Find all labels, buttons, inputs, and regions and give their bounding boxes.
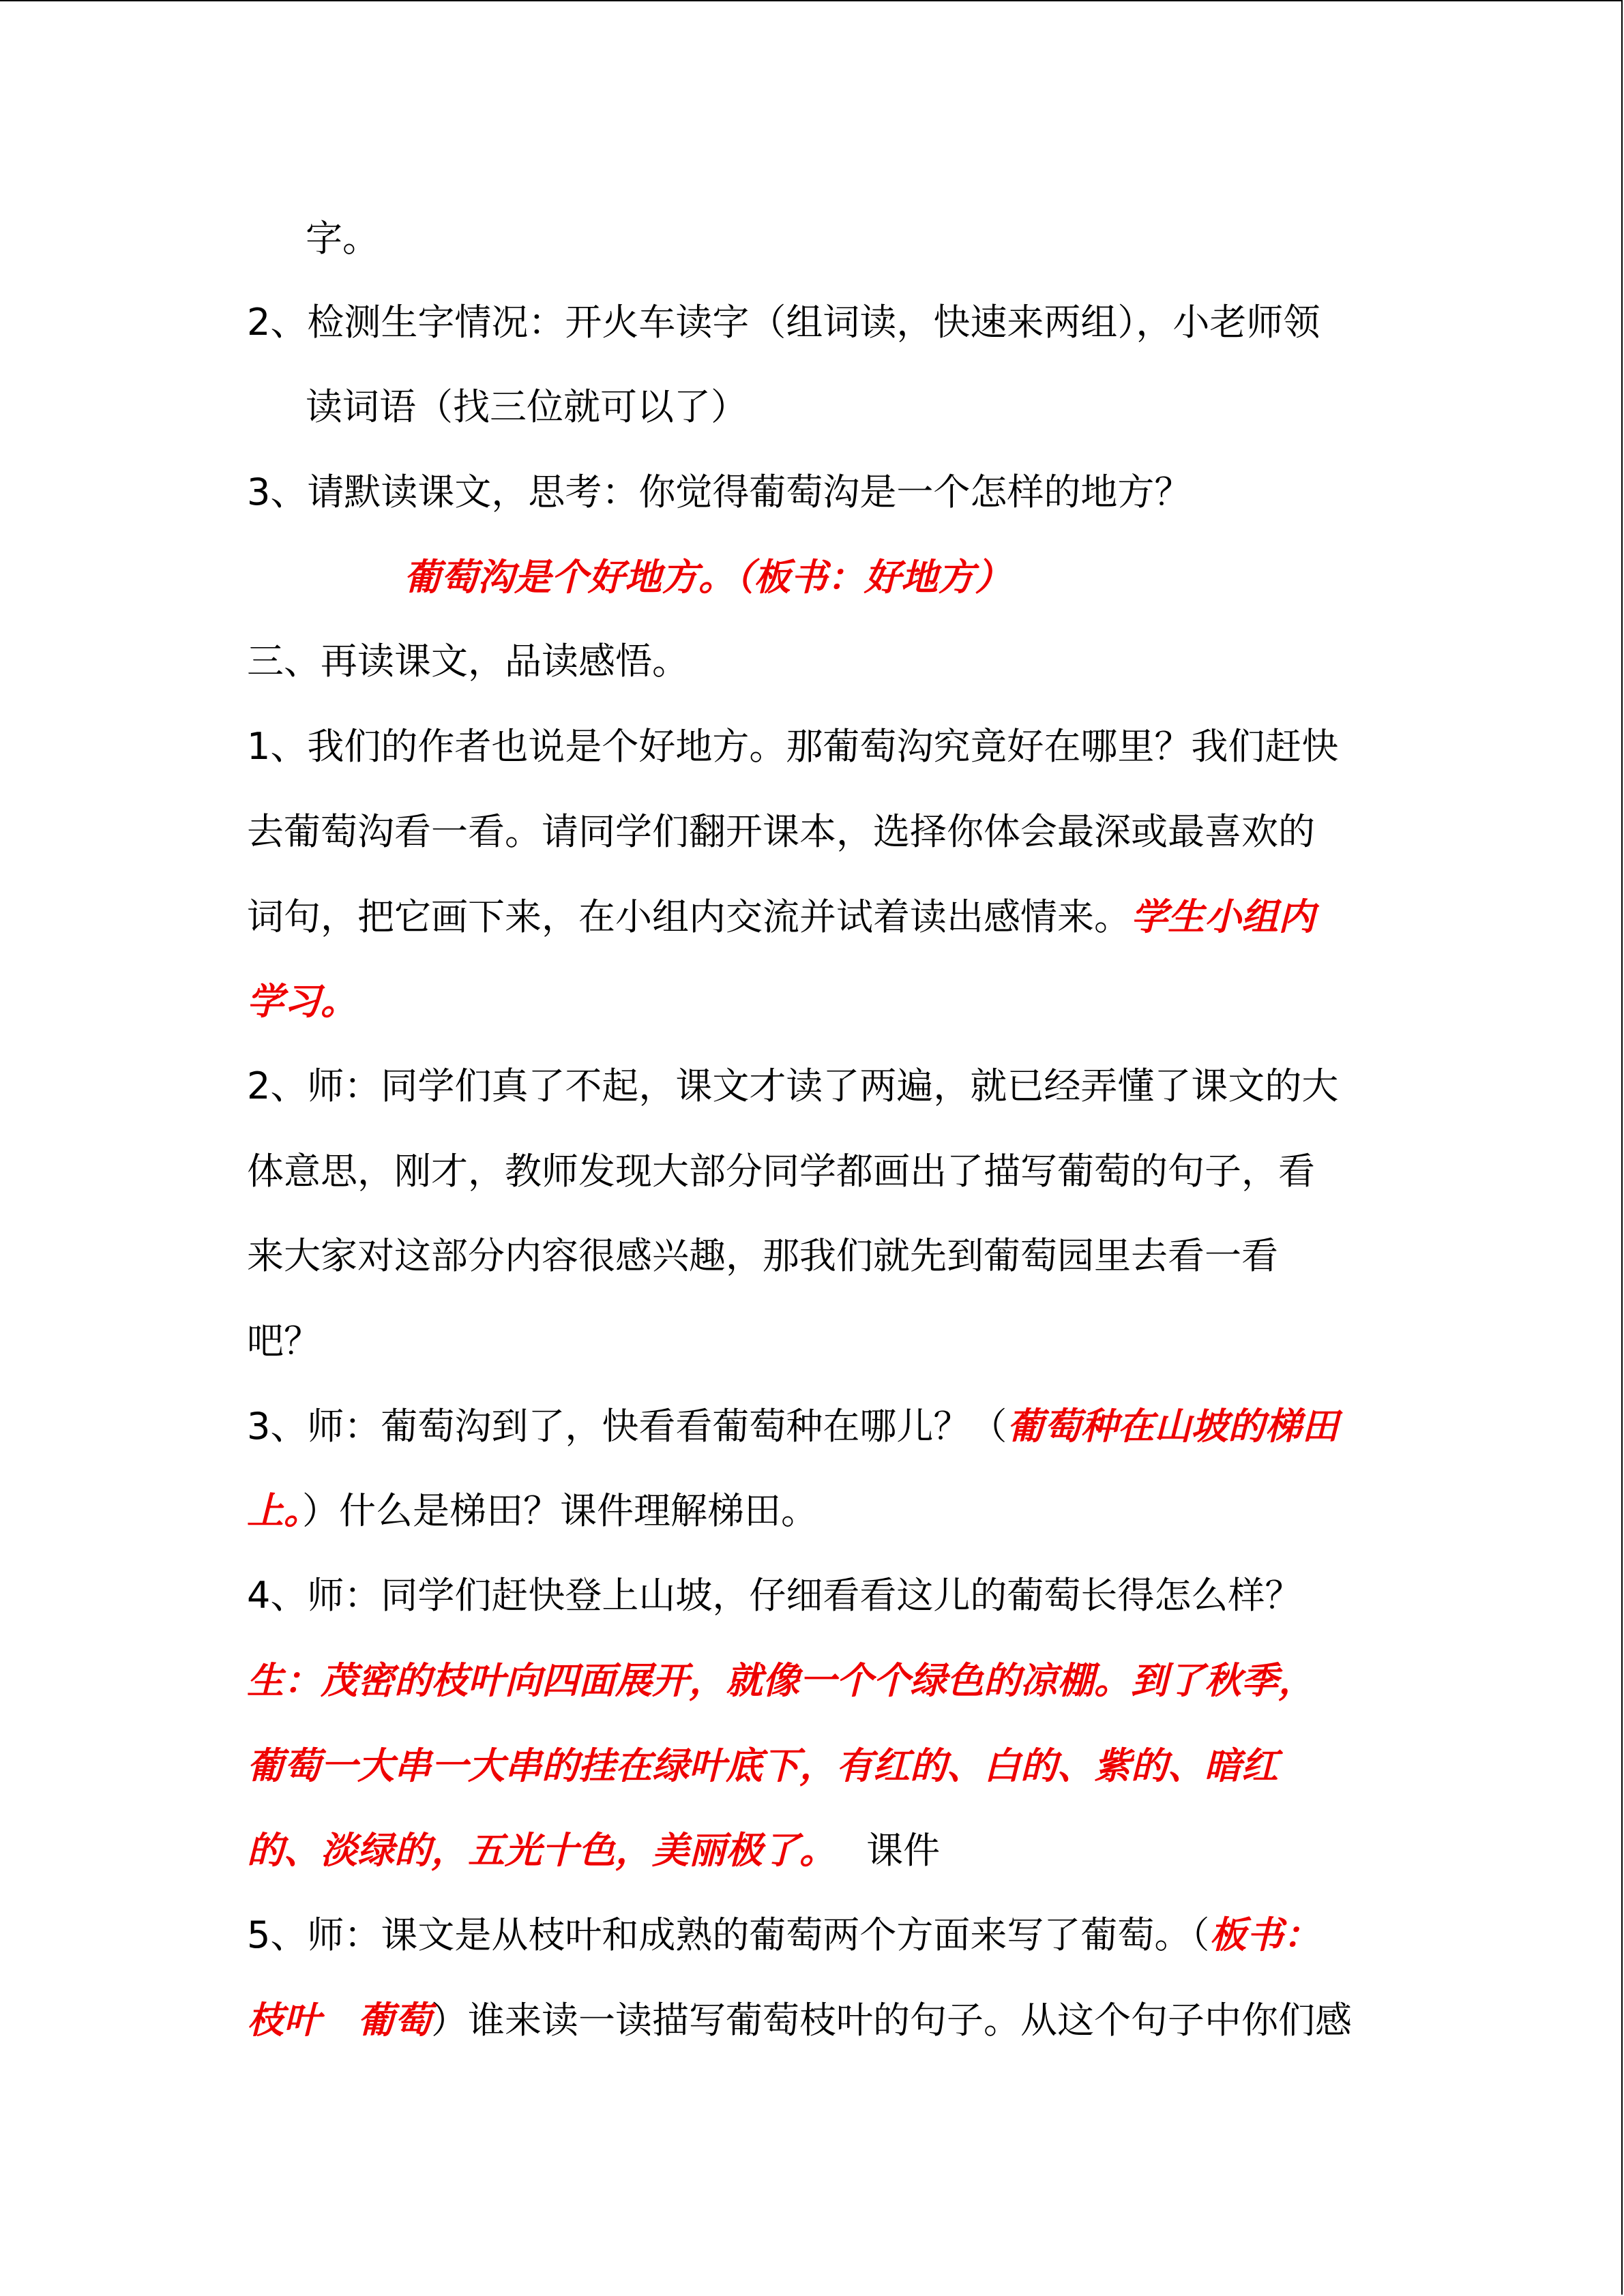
text-line (247, 1997, 1352, 2044)
text-segment: 词句，把它画下来，在小组内交流并试着读出感情来。 (247, 895, 1131, 938)
emphasis-segment: 的、淡绿的，五光十色，美丽极了。 (247, 1829, 818, 1872)
text-line (306, 215, 379, 263)
emphasis-segment: 板书： (1209, 1913, 1320, 1956)
text-line (404, 554, 1012, 601)
section-heading (247, 638, 689, 685)
emphasis-segment: 上。 (247, 1489, 302, 1532)
text-line (247, 1232, 1278, 1280)
emphasis-segment: 葡萄一大串一大串的挂在绿叶底下，有红的、白的、紫的、暗红 (247, 1744, 1278, 1787)
text-line (247, 1148, 1315, 1195)
text-line (247, 1317, 321, 1365)
text-line (247, 1487, 818, 1535)
text-line (247, 1657, 1315, 1705)
text-segment: 2、师：同学们真了不起，课文才读了两遍，就已经弄懂了课文的大 (247, 1064, 1339, 1107)
text-segment: ）什么是梯田？课件理解梯田。 (302, 1489, 818, 1532)
text-line (247, 1572, 1301, 1620)
board-note: 葡萄沟是个好地方。（板书：好地方） (404, 556, 1012, 599)
text-line (247, 1062, 1338, 1110)
text-segment: 1、我们的作者也说是个好地方。那葡萄沟究竟好在哪里？我们赶快 (247, 725, 1339, 768)
text-segment: 课件 (818, 1829, 941, 1872)
text-line (247, 893, 1315, 941)
text-line (247, 299, 1320, 346)
emphasis-segment: 葡萄种在山坡的梯田 (1007, 1405, 1339, 1448)
text-segment: 吧？ (247, 1320, 321, 1362)
text-segment: 来大家对这部分内容很感兴趣，那我们就先到葡萄园里去看一看 (247, 1234, 1278, 1277)
text-line (247, 1827, 940, 1875)
emphasis-segment: 学习。 (247, 980, 357, 1023)
text-line (247, 1742, 1278, 1790)
text-line (247, 1403, 1338, 1450)
text-segment: 去葡萄沟看一看。请同学们翻开课本，选择你体会最深或最喜欢的 (247, 810, 1315, 853)
text-segment: 读词语（找三位就可以了） (306, 385, 748, 428)
text-segment: 3、师：葡萄沟到了，快看看葡萄种在哪儿？（ (247, 1405, 1007, 1448)
emphasis-segment: 生：茂密的枝叶向四面展开，就像一个个绿色的凉棚。到了秋季， (247, 1659, 1315, 1702)
text-segment: 字。 (306, 217, 379, 260)
text-segment: ）谁来读一读描写葡萄枝叶的句子。从这个句子中你们感 (431, 1999, 1352, 2042)
text-line (247, 1911, 1320, 1959)
text-line (247, 978, 357, 1026)
text-segment: 4、师：同学们赶快登上山坡，仔细看看这儿的葡萄长得怎么样？ (247, 1574, 1302, 1617)
emphasis-segment: 学生小组内 (1131, 895, 1315, 938)
text-segment: 2、检测生字情况：开火车读字（组词读，快速来两组），小老师领 (247, 301, 1320, 344)
text-segment: 三、再读课文，品读感悟。 (247, 640, 689, 683)
text-line (247, 468, 1191, 516)
emphasis-segment: 枝叶 葡萄 (247, 1999, 431, 2042)
text-segment: 体意思，刚才，教师发现大部分同学都画出了描写葡萄的句子，看 (247, 1150, 1315, 1193)
text-line (247, 723, 1338, 771)
text-line (306, 383, 748, 431)
text-segment: 5、师：课文是从枝叶和成熟的葡萄两个方面来写了葡萄。（ (247, 1913, 1210, 1956)
text-line (247, 808, 1315, 856)
text-segment: 3、请默读课文，思考：你觉得葡萄沟是一个怎样的地方？ (247, 471, 1192, 513)
